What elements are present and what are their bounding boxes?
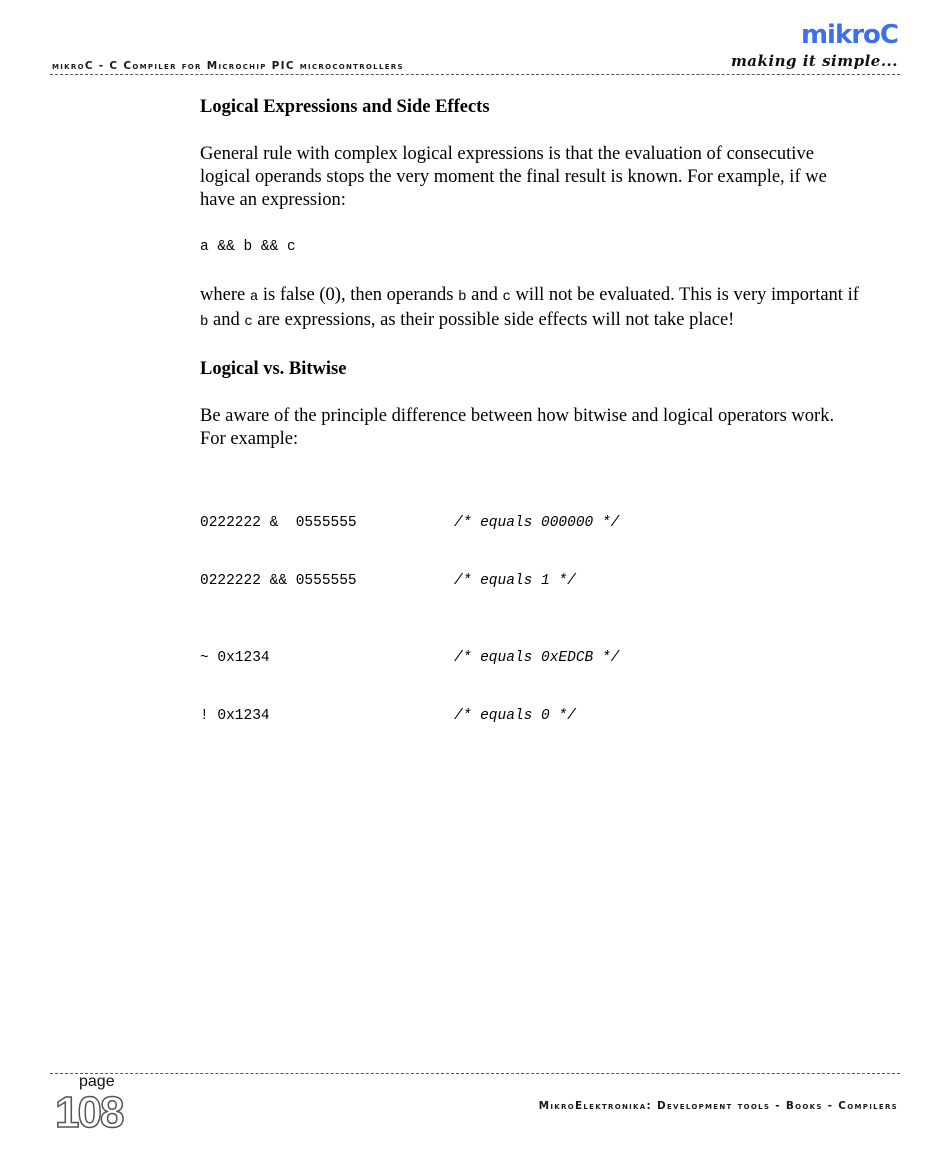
side-effects-paragraph: General rule with complex logical expressions is that the evaluation of consecutive logical operands stops the very moment the final result is known. For example, if we have an expression: bbox=[200, 144, 827, 210]
code-example-bitwise bbox=[200, 475, 860, 766]
brand-logo: mikroC bbox=[800, 20, 898, 50]
code-example-expression: a && b && c bbox=[200, 239, 296, 255]
header-divider bbox=[50, 74, 900, 75]
code-inline-a: a bbox=[249, 288, 259, 305]
running-footer-title: MikroElektronika: Development tools - Books - Compilers bbox=[538, 1100, 898, 1112]
code-line: 0222222 & 0555555 /* equals 000000 */ bbox=[200, 514, 620, 531]
page-content bbox=[200, 96, 860, 766]
brand-tagline: making it simple... bbox=[730, 52, 898, 70]
running-header-title: mikroC - C Compiler for Microchip PIC microcontrollers bbox=[52, 60, 404, 72]
bitwise-paragraph: Be aware of the principle difference between how bitwise and logical operators work. For example: bbox=[200, 405, 835, 449]
section-heading-logical-vs-bitwise: Logical vs. Bitwise bbox=[200, 358, 347, 379]
code-line: ~ 0x1234 /* equals 0xEDCB */ bbox=[200, 649, 620, 666]
code-inline-b: b bbox=[458, 288, 467, 305]
footer-divider bbox=[50, 1073, 900, 1074]
section-heading-side-effects: Logical Expressions and Side Effects bbox=[200, 97, 490, 117]
side-effects-explanation: where a is false (0), then operands b and c will not be evaluated. This is very important if b and c are expressions, as their possible side effects will not take place! bbox=[200, 284, 859, 330]
code-inline-b: b bbox=[200, 313, 209, 330]
code-line: ! 0x1234 /* equals 0 */ bbox=[200, 708, 576, 724]
page-label: page bbox=[79, 1073, 115, 1090]
code-inline-c: c bbox=[244, 313, 253, 330]
code-line: 0222222 && 0555555 /* equals 1 */ bbox=[200, 573, 576, 589]
page-number: 108 bbox=[55, 1088, 123, 1137]
code-inline-c: c bbox=[502, 288, 511, 305]
